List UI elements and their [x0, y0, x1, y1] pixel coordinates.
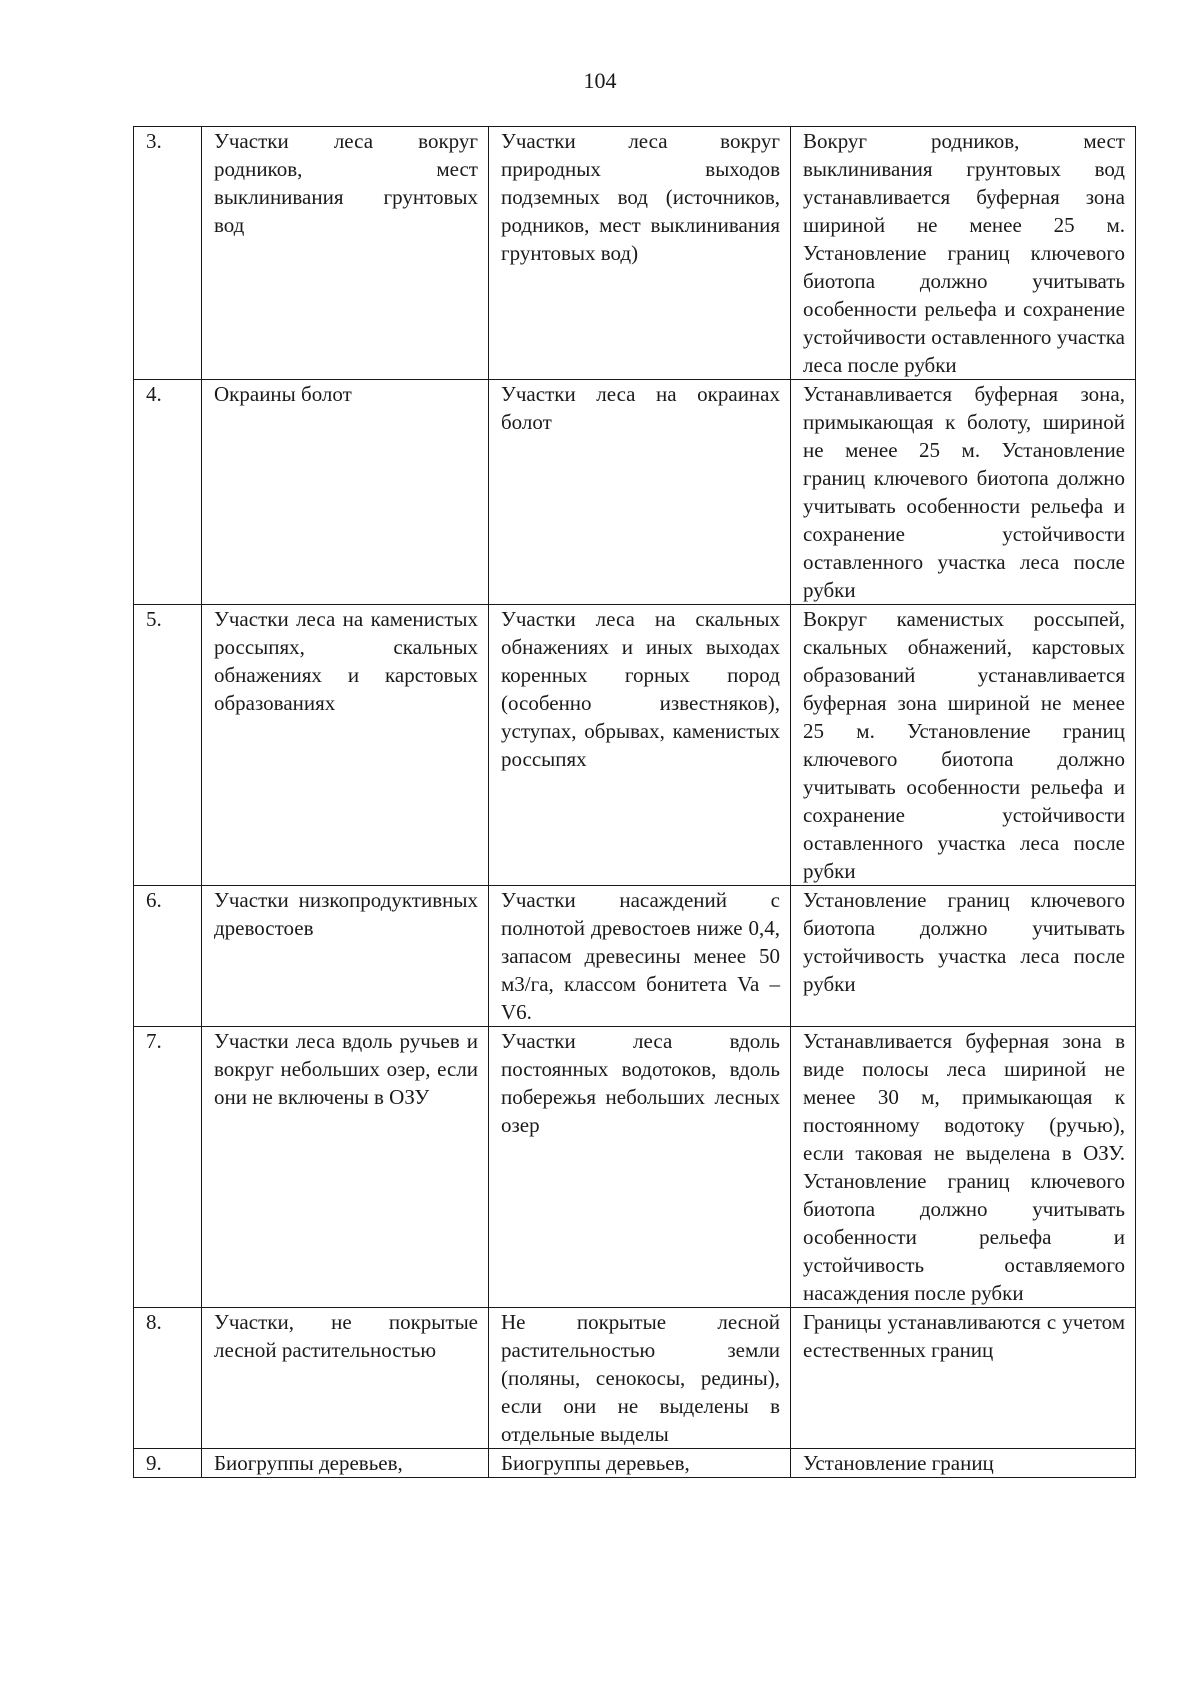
biotope-requirements: Установление границ ключевого биотопа должно учитывать устойчивость участка леса после рубки — [791, 886, 1136, 1027]
table-row — [134, 886, 1136, 1027]
biotope-requirements: Вокруг родников, мест выклинивания грунтовых вод устанавливается буферная зона шириной не менее 25 м. Установление границ ключевого биотопа должно учитывать особенности рельефа и сохранение устойчивости оставленного участка леса после рубки — [791, 127, 1136, 380]
biotope-type: Участки низкопродуктивных древостоев — [202, 886, 489, 1027]
table-row — [134, 1308, 1136, 1449]
biotope-requirements: Устанавливается буферная зона в виде полосы леса шириной не менее 30 м, примыкающая к постоянному водотоку (ручью), если таковая не выделена в ОЗУ. Установление границ ключевого биотопа должно учитывать особенности рельефа и устойчивость оставляемого насаждения после рубки — [791, 1027, 1136, 1308]
row-number: 3. — [134, 127, 202, 380]
table-row — [134, 127, 1136, 380]
biotope-requirements: Установление границ — [791, 1449, 1136, 1478]
biotope-description: Не покрытые лесной растительностью земли (поляны, сенокосы, редины), если они не выделены в отдельные выделы — [489, 1308, 791, 1449]
table-row — [134, 380, 1136, 605]
biotope-requirements: Вокруг каменистых россыпей, скальных обнажений, карстовых образований устанавливается буферная зона шириной не менее 25 м. Установление границ ключевого биотопа должно учитывать особенности рельефа и сохранение устойчивости оставленного участка леса после рубки — [791, 605, 1136, 886]
table-row — [134, 1449, 1136, 1478]
row-number: 5. — [134, 605, 202, 886]
biotope-description: Биогруппы деревьев, — [489, 1449, 791, 1478]
row-number: 7. — [134, 1027, 202, 1308]
row-number: 6. — [134, 886, 202, 1027]
biotope-description: Участки леса вокруг природных выходов подземных вод (источников, родников, мест выклинивания грунтовых вод) — [489, 127, 791, 380]
biotope-type: Участки, не покрытые лесной растительностью — [202, 1308, 489, 1449]
key-biotopes-table — [133, 126, 1136, 1478]
table-row — [134, 605, 1136, 886]
biotope-requirements: Границы устанавливаются с учетом естественных границ — [791, 1308, 1136, 1449]
biotope-requirements: Устанавливается буферная зона, примыкающая к болоту, шириной не менее 25 м. Установление границ ключевого биотопа должно учитывать особенности рельефа и сохранение устойчивости оставленного участка леса после рубки — [791, 380, 1136, 605]
biotope-description: Участки леса на скальных обнажениях и иных выходах коренных горных пород (особенно известняков), уступах, обрывах, каменистых россыпях — [489, 605, 791, 886]
biotope-description: Участки насаждений с полнотой древостоев ниже 0,4, запасом древесины менее 50 м3/га, классом бонитета Va – V6. — [489, 886, 791, 1027]
biotope-type: Биогруппы деревьев, — [202, 1449, 489, 1478]
table-body — [134, 127, 1136, 1478]
page-number: 104 — [583, 68, 617, 93]
biotope-type: Участки леса на каменистых россыпях, скальных обнажениях и карстовых образованиях — [202, 605, 489, 886]
biotope-type: Окраины болот — [202, 380, 489, 605]
table-row — [134, 1027, 1136, 1308]
row-number: 8. — [134, 1308, 202, 1449]
row-number: 4. — [134, 380, 202, 605]
biotope-description: Участки леса вдоль постоянных водотоков, вдоль побережья небольших лесных озер — [489, 1027, 791, 1308]
biotope-description: Участки леса на окраинах болот — [489, 380, 791, 605]
biotope-type: Участки леса вдоль ручьев и вокруг небольших озер, если они не включены в ОЗУ — [202, 1027, 489, 1308]
row-number: 9. — [134, 1449, 202, 1478]
biotope-type: Участки леса вокруг родников, мест выклинивания грунтовых вод — [202, 127, 489, 380]
